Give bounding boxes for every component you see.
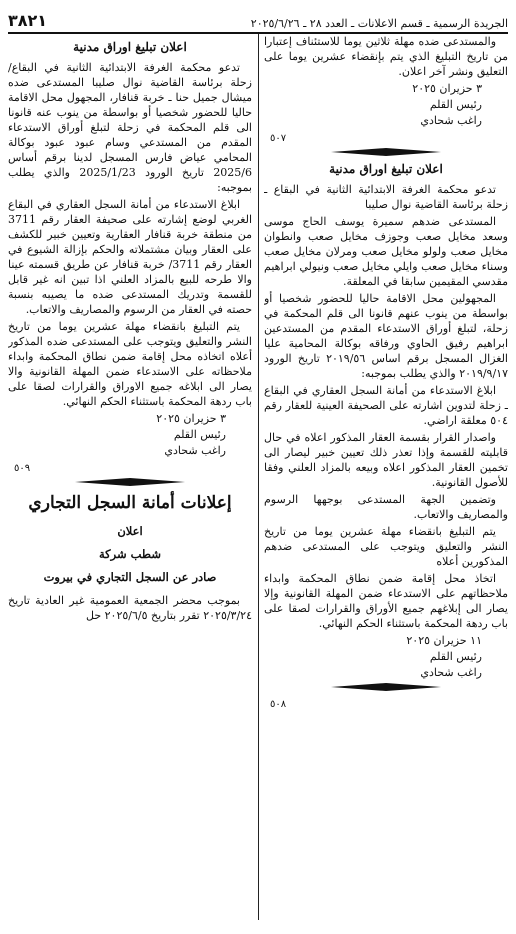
notice-paragraph: المستدعى ضدهم سميرة يوسف الحاج موسى وسعد مخايل صعب وجوزف مخايل صعب وانطوان مخايل صعب ولولو مخايل صعب ومرلان مخايل صعب وسناء مخايل صعب وايلي مخايل صعب ونيولي ابراهيم مقدسي المقيمين سابقا في المعلقة. xyxy=(264,215,508,288)
signature-role: رئيس القلم xyxy=(429,98,482,111)
notice-number: ٥٠٧ xyxy=(270,133,287,144)
left-column xyxy=(8,34,252,930)
notice-number: ٥٠٩ xyxy=(14,463,31,474)
notice-paragraph: يتم التبليغ بانقضاء مهلة عشرين يوما من تاريخ النشر والتعليق ويتوجب على المستدعى ضده المذكور أعلاه اتخاذه محل إقامة ضمن نطاق المحكمة وابداء ملاحظاته على الاستدعاء ضمن المهلة القانونية والا يصار الى ابلاغه جميع الاوراق والقرارات لصقا على باب ردهة المحكمة باستثناء الحكم النهائي. xyxy=(8,320,252,408)
signature-date: ٣ حزيران ٢٠٢٥ xyxy=(156,412,226,425)
right-column xyxy=(264,34,508,930)
separator-ornament xyxy=(264,148,508,156)
notice-paragraph: ابلاغ الاستدعاء من أمانة السجل العقاري في البقاع ـ زحلة لتدوين اشارته على الصحيفة العينية للعقار رقم ٥٠٤ معلقة اراضي. xyxy=(264,384,508,427)
signature-block xyxy=(8,411,252,459)
signature-name: راغب شحادي xyxy=(420,114,482,127)
notice-paragraph: اتخاذ محل إقامة ضمن نطاق المحكمة وابداء ملاحظاتهم على الاستدعاء ضمن المهلة القانونية وإلا يصار الى إبلاغهم جميع الأوراق والقرارات لصقا على باب ردهة المحكمة باستثناء الحكم النهائي. xyxy=(264,572,508,630)
signature-block xyxy=(264,633,508,681)
signature-date: ١١ حزيران ٢٠٢٥ xyxy=(406,634,482,647)
header-title: الجريدة الرسمية ـ قسم الاعلانات ـ العدد ٢٨ ـ ٢٠٢٥/٦/٢٦ xyxy=(250,17,508,30)
notice-paragraph: تدعو محكمة الغرفة الابتدائية الثانية في البقاع ـ زحلة برئاسة القاضية نوال صليبا xyxy=(264,183,508,211)
signature-name: راغب شحادي xyxy=(420,666,482,679)
column-divider xyxy=(258,34,259,920)
notice-paragraph: المجهولين محل الاقامة حاليا للحضور شخصيا أو بواسطة من ينوب عنهم قانونا الى قلم المحكمة في زحلة، لتبلغ أوراق الاستدعاء المقدم من المستدعين ابراهيم رفيق الحاوي ورفاقه بوكالة المحامية عليا الغزال المسجل برقم اساس ٢٠١٩/٥٦ تاريخ الورود ٢٠١٩/٩/١٧ والذي يطلب بموجبه: xyxy=(264,292,508,380)
continuation-text: والمستدعى ضده مهلة ثلاثين يوما للاستئناف إعتبارا من تاريخ التبليغ الذي يتم بإنقضاء عشرين يوما على التعليق ونشر آخر اعلان. xyxy=(264,35,508,78)
notice-paragraph: وتضمين الجهة المستدعى بوجهها الرسوم والمصاريف والاتعاب. xyxy=(264,493,508,521)
notice-number: ٥٠٨ xyxy=(270,699,287,710)
separator-ornament xyxy=(8,478,252,486)
signature-block xyxy=(264,81,508,129)
notice-heading: اعلان تبليغ اوراق مدنية xyxy=(329,162,443,176)
signature-date: ٣ حزيران ٢٠٢٥ xyxy=(412,82,482,95)
ad-subject: شطب شركة xyxy=(99,547,161,561)
notice-heading: اعلان تبليغ اوراق مدنية xyxy=(73,40,187,54)
signature-name: راغب شحادي xyxy=(164,444,226,457)
ad-source: صادر عن السجل التجاري في بيروت xyxy=(43,570,217,584)
notice-paragraph: واصدار القرار بقسمة العقار المذكور اعلاه في حال قابليته للقسمة وإذا تعذر ذلك تعيين خبير ليصار الى تخمين العقار المذكور اعلاه وبيعه بالمزاد العلني وفقا للأصول القانونية. xyxy=(264,431,508,489)
page-header xyxy=(8,6,508,34)
signature-role: رئيس القلم xyxy=(173,428,226,441)
notice-paragraph: ابلاغ الاستدعاء من أمانة السجل العقاري في البقاع الغربي لوضع إشارته على صحيفة العقار رقم 3711 من منطقة خربة قنافار العقارية وتعيين خبير للكشف على العقار وبيان مشتملاته والحكم بإزالة الشيوع في العقار رقم 3711/ خربة قنافار عن طريق قسمته عينا والا طرحه للبيع بالمزاد العلني اذا تبين انه غير قابل للقسمة وتدريك المستدعى ضده ما يصيبه بنسبة حصته في العقار من الرسوم والمصاريف والاتعاب. xyxy=(8,198,252,316)
notice-paragraph: تدعو محكمة الغرفة الابتدائية الثانية في البقاع/ زحلة برئاسة القاضية نوال صليبا المستدعى ضده ميشال جميل حنا ـ خربة قنافار، المجهول محل الاقامة حاليا للحضور شخصيا أو بواسطة من ينوب عنه قانونا الى قلم المحكمة في زحلة لتبلغ أوراق الاستدعاء المقدم من المستدعي وسام عبود عبود بوكالة المحامي عياض فارس المسجل لدينا برقم أساس 2025/6 تاريخ الورود 2025/1/23 والذي يطلب بموجبه: xyxy=(8,61,252,194)
ad-text: بموجب محضر الجمعية العمومية غير العادية تاريخ ٢٠٢٥/٣/٢٤ تقرر بتاريخ ٢٠٢٥/٦/٥ حل xyxy=(8,594,252,622)
notice-paragraph: يتم التبليغ بانقضاء مهلة عشرين يوما من تاريخ النشر والتعليق ويتوجب على المستدعى ضدهم المذكورين أعلاه xyxy=(264,525,508,568)
section-title: إعلانات أمانة السجل التجاري xyxy=(28,493,232,513)
signature-role: رئيس القلم xyxy=(429,650,482,663)
page-number: ٣٨٢١ xyxy=(8,11,48,30)
separator-ornament xyxy=(264,683,508,691)
ad-label: اعلان xyxy=(117,524,143,538)
